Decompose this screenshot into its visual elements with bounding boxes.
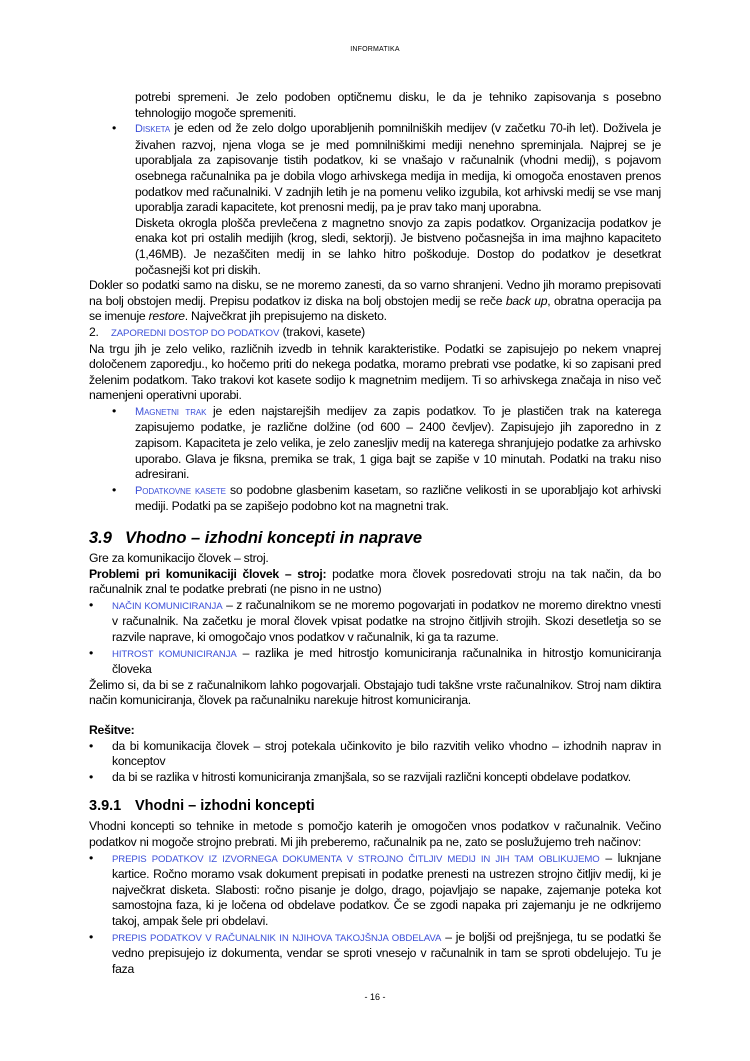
paragraph-sequential: Na trgu jih je zelo veliko, različnih izvedb in tehnik karakteristike. Podatki se zapisujejo po nekem vnaprej določenem zaporedju., ko hočemo priti do nekega podatka, moramo prebrati vse podatke, ki so zapisani pred želenim podatkom. Tako trakovi kot kasete sodijo k magnetnim medijem. Ti so arhivskega značaja in niso več namenjeni operativni uporabi. <box>89 341 661 403</box>
item-text: je eden od že zelo dolgo uporabljenih pomnilniških medijev (v začetku 70-ih let). Doživela je živahen razvoj, njena vloga se je med pomnilniškimi mediji nenehno spreminjala. Najprej se je uporabljala za zapisovanje tistih podatkov, ki se vnašajo v računalnik (vhodni medij), s pojavom osebnega računalnika pa je dobila vlogo arhivskega medija in medija, ki omogoča enostaven prenos podatkov med računalniki. V zadnjih letih je na pomenu veliko izgubila, kot arhivski medij se vse manj uporablja zaradi kapacitete, kot prenosni medij, pa je prav tako manj uporabna. <box>135 121 661 215</box>
section-heading-3-9 <box>89 528 661 548</box>
term-magnetni-trak: Magnetni trak <box>135 405 207 418</box>
term-backup: back up <box>505 293 548 308</box>
list-item-solution <box>89 739 661 770</box>
list-item-solution <box>89 770 661 786</box>
paragraph-continuation: potrebi spremeni. Je zelo podoben optičnemu disku, le da je tehniko zapisovanja s posebno tehnologijo mogoče spremeniti. <box>135 90 661 120</box>
bullet-icon: • <box>89 597 94 612</box>
text-run: podatke mora človek posredovati stroju na tak način, da bo računalnik znal te podatke prebrati (ne pisno in ne ustno) <box>89 566 661 597</box>
section-title: Vhodni – izhodni koncepti <box>135 798 315 815</box>
page-number: - 16 - <box>364 992 386 1002</box>
list-item-podatkovne-kasete <box>89 483 661 515</box>
paragraph-problems <box>89 567 661 598</box>
bullet-icon: • <box>89 738 94 753</box>
paragraph-disketa-detail: Disketa okrogla plošča prevlečena z magnetno snovjo za zapis podatkov. Organizacija podatkov je enaka kot pri ostalih medijih (krog, sledi, sektorji). Je bistveno počasnejša in ima majhno kapaciteto (1,46MB). Je nezaščiten medij in se lahko hitro poškoduje. Dostop do podatkov je desetkrat počasnejši kot pri diskih. <box>135 215 661 277</box>
term-restore: restore <box>148 309 185 324</box>
list-item-disketa <box>89 121 661 216</box>
item-text: – luknjane kartice. Ročno moramo vsak dokument prepisati in podatke prenesti na ustrezen strojno čitljiv medij, ki je največkrat disketa. Slabosti: ročno pisanje je dolgo, drago, pojavljajo se napake, zajemanje poteka kot samostojna faza, ki je ločena od obdelave podatkov. Če se zgodi napaka pri zajemanju je ne odkrijemo takoj, ampak šele pri obdelavi. <box>112 850 661 928</box>
list-item-nacin <box>89 598 661 646</box>
solutions-label <box>89 723 661 739</box>
paragraph-intro: Gre za komunikacijo človek – stroj. <box>89 551 269 566</box>
item-text: da bi se razlika v hitrosti komuniciranja zmanjšala, so se razvijali različni koncepti obdelave podatkov. <box>112 769 631 784</box>
running-header: INFORMATIKA <box>350 46 400 53</box>
term-disketa: Disketa <box>135 123 171 136</box>
bullet-icon: • <box>112 482 117 497</box>
bullet-icon: • <box>89 850 94 865</box>
problems-label: Problemi pri komunikaciji človek – stroj: <box>89 566 327 581</box>
solutions-heading: Rešitve: <box>89 722 135 737</box>
term-suffix: (trakovi, kasete) <box>279 324 365 339</box>
text-run: . Največkrat jih prepisujemo na disketo. <box>184 309 387 324</box>
page-content <box>89 90 661 977</box>
section-number: 3.9 <box>89 529 112 548</box>
bullet-icon: • <box>89 769 94 784</box>
paragraph-intro: Vhodni koncepti so tehnike in metode s pomočjo katerih je omogočen vnos podatkov v računalnik. Večino podatkov ni mogoče strojno prebrati. Mi jih preberemo, računalnik pa ne, zato se poslužujemo treh načinov: <box>89 819 661 849</box>
list-item-hitrost <box>89 646 661 678</box>
item-text: – je boljši od prejšnjega, tu se podatki še vedno prepisujejo iz dokumenta, vendar se sproti vnesejo v računalnik in tam se sproti obdelujejo. Tu je faza <box>112 929 661 976</box>
list-item-prepis-izvorni <box>89 851 661 930</box>
numbered-heading-sequential-access <box>89 325 661 342</box>
section-title: Vhodno – izhodni koncepti in naprave <box>125 529 423 548</box>
bullet-icon: • <box>112 403 117 418</box>
bullet-icon: • <box>112 121 117 136</box>
term-podatkovne-kasete: Podatkovne kasete <box>135 484 226 497</box>
term-sequential-access: ZAPOREDNI DOSTOP DO PODATKOV <box>111 327 280 339</box>
term-nacin-komuniciranja: NAČIN KOMUNICIRANJA <box>112 600 223 612</box>
term-hitrost-komuniciranja: HITROST KOMUNICIRANJA <box>112 648 237 660</box>
item-text: da bi komunikacija človek – stroj potekala učinkovito je bilo razvitih veliko vhodno – izhodnih naprav in konceptov <box>112 738 661 769</box>
text-run: Dokler so podatki samo na disku, se ne moremo zanesti, da so varno shranjeni. Vedno jih moramo prepisovati na bolj obstojen medij. Prepisu podatkov iz diska na bolj obstojen medij se reče <box>89 278 661 308</box>
bullet-icon: • <box>89 645 94 660</box>
item-text: – razlika je med hitrostjo komuniciranja računalnika in hitrostjo komuniciranja človeka <box>112 645 661 677</box>
bullet-icon: • <box>89 929 94 944</box>
paragraph-closing: Želimo si, da bi se z računalnikom lahko pogovarjali. Obstajajo tudi takšne vrste računalnikov. Stroj nam diktira način komuniciranja, človek pa računalniku narekuje hitrost komuniciranja. <box>89 677 661 708</box>
list-item-prepis-takojsnja <box>89 930 661 978</box>
item-number: 2. <box>89 324 99 339</box>
item-text: so podobne glasbenim kasetam, so različne velikosti in se uporabljajo kot arhivski mediji. Podatki pa se zapišejo podobno kot na magnetni trak. <box>135 482 661 514</box>
list-item-magnetni-trak <box>89 404 661 483</box>
item-text: je eden najstarejših medijev za zapis podatkov. To je plastičen trak na katerega zapisujemo podatke, je različne dolžine (od 600 – 2400 čevljev). Zapisujejo jih zaporedno in z zapisom. Kapaciteta je zelo velika, je zelo zanesljiv medij na katerega shranjujejo podatke za arhivsko uporabo. Glava je fiksna, premika se trak, 1 giga bajt se zapiše v 10 minutah. Podatki na traku niso adresirani. <box>135 403 661 482</box>
term-prepis-izvorni: PREPIS PODATKOV IZ IZVORNEGA DOKUMENTA V STROJNO ČITLJIV MEDIJ IN JIH TAM OBLIKUJEMO <box>112 853 600 865</box>
section-number: 3.9.1 <box>89 798 122 815</box>
section-heading-3-9-1 <box>89 797 661 816</box>
item-text: – z računalnikom se ne moremo pogovarjati in podatkov ne moremo direktno vnesti v računalnik. Na začetku je moral človek vpisat podatke na strojno čitljivih strojih. Skozi desetletja so se razvile naprave, ki omogočajo vnos podatkov v računalnik, ki ga ta razume. <box>112 597 661 644</box>
term-prepis-takojsnja: PREPIS PODATKOV V RAČUNALNIK IN NJIHOVA TAKOJŠNJA OBDELAVA <box>112 932 442 944</box>
text-run: , obratna operacija pa se imenuje <box>89 293 661 324</box>
paragraph-backup <box>89 278 661 325</box>
